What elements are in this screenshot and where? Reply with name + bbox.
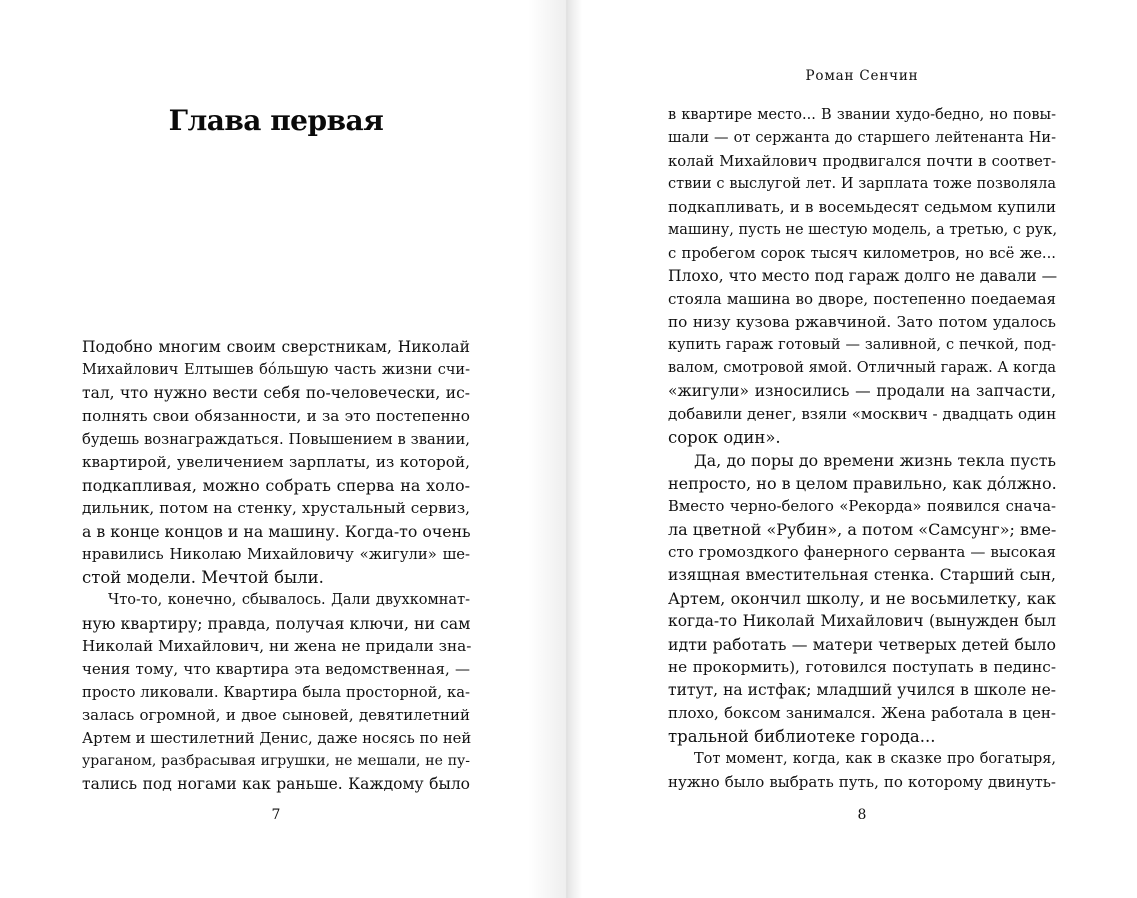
page-number: 7 bbox=[271, 807, 281, 823]
running-head-author: Роман Сенчин bbox=[805, 68, 919, 84]
text-line: нужно было выбрать путь, по которому двинуть- bbox=[668, 773, 1056, 791]
text-line: чения тому, что квартира эта ведомственная, — bbox=[82, 660, 470, 678]
text-line: подкапливать, и в восемьдесят седьмом купили bbox=[668, 198, 1056, 216]
text-line: по низу кузова ржавчиной. Зато потом удалось bbox=[668, 313, 1056, 331]
left-page bbox=[0, 0, 568, 898]
text-line: тральной библиотеке города... bbox=[668, 727, 936, 746]
text-line: титут, на истфак; младший учился в школе не- bbox=[668, 681, 1056, 699]
text-line: сорок один». bbox=[668, 428, 781, 447]
text-line: плохо, боксом занимался. Жена работала в цен- bbox=[668, 704, 1056, 722]
text-line: стояла машина во дворе, постепенно поедаемая bbox=[668, 290, 1056, 308]
text-line: шали — от сержанта до старшего лейтенанта Ни- bbox=[668, 130, 1056, 146]
text-line: ную квартиру; правда, получая ключи, ни сам bbox=[82, 614, 471, 633]
text-line: добавили денег, взяли «москвич - двадцать один bbox=[668, 405, 1057, 423]
text-line: просто ликовали. Квартира была просторной, ка- bbox=[82, 684, 470, 701]
text-line: колай Михайлович продвигался почти в соответ- bbox=[668, 153, 1056, 170]
text-line: подкапливая, можно собрать сперва на холо- bbox=[82, 476, 470, 495]
text-line: Артем и шестилетний Денис, даже носясь по ней bbox=[82, 730, 472, 747]
text-line: ствии с выслугой лет. И зарплата тоже позволяла bbox=[668, 176, 1056, 192]
text-line: Подобно многим своим сверстникам, Николай bbox=[82, 338, 470, 356]
text-line: валом, смотровой ямой. Отличный гараж. А когда bbox=[668, 360, 1056, 376]
text-line: «жигули» износились — продали на запчасти, bbox=[668, 382, 1056, 400]
gutter-shadow bbox=[568, 0, 582, 898]
text-line: Да, до поры до времени жизнь текла пусть bbox=[694, 451, 1056, 470]
text-line: в квартире место... В звании худо-бедно, но повы- bbox=[668, 107, 1056, 123]
text-line: будешь вознаграждаться. Повышением в звании, bbox=[82, 431, 470, 448]
text-line: квартирой, увеличением зарплаты, из которой, bbox=[82, 453, 470, 471]
text-line: Артем, окончил школу, и не восьмилетку, как bbox=[668, 589, 1056, 608]
text-line: дильник, потом на стенку, хрустальный сервиз, bbox=[82, 499, 470, 517]
text-line: сто громоздкого фанерного серванта — высокая bbox=[668, 543, 1056, 561]
text-line: идти работать — матери четверых детей было bbox=[668, 635, 1056, 654]
gutter-shadow bbox=[528, 0, 568, 898]
text-line: ла цветной «Рубин», а потом «Самсунг»; вме- bbox=[668, 520, 1057, 539]
text-line: нравились Николаю Михайловичу «жигули» ше- bbox=[82, 546, 470, 563]
text-line: Николай Михайлович, ни жена не придали зна- bbox=[82, 637, 472, 655]
text-line: залась огромной, и двое сыновей, девятилетний bbox=[82, 706, 470, 724]
text-line: тались под ногами как раньше. Каждому было bbox=[82, 775, 470, 793]
text-line: Что-то, конечно, сбывалось. Дали двухкомнат- bbox=[108, 592, 470, 608]
text-line: а в конце концов и на машину. Когда-то очень bbox=[82, 522, 471, 541]
text-line: машину, пусть не шестую модель, а третью, с рук, bbox=[668, 222, 1058, 238]
page-number: 8 bbox=[857, 807, 867, 823]
text-line: Михайлович Елтышев бóльшую часть жизни счи- bbox=[82, 362, 470, 378]
text-line: Вместо черно-белого «Рекорда» появился снача- bbox=[668, 498, 1056, 515]
text-line: купить гараж готовый — заливной, с печкой, под- bbox=[668, 337, 1056, 353]
text-line: не прокормить), готовился поступать в пединс- bbox=[668, 658, 1056, 676]
text-line: тал, что нужно вести себя по-человечески, ис- bbox=[82, 384, 470, 402]
chapter-title: Глава первая bbox=[168, 104, 384, 137]
text-line: Плохо, что место под гараж долго не давали — bbox=[668, 267, 1058, 285]
text-line: Тот момент, когда, как в сказке про богатыря, bbox=[694, 751, 1056, 767]
text-line: ураганом, разбрасывая игрушки, не мешали, не пу- bbox=[82, 753, 470, 769]
text-line: изящная вместительная стенка. Старший сын, bbox=[668, 566, 1056, 584]
text-line: когда-то Николай Михайлович (вынужден был bbox=[668, 612, 1056, 630]
text-line: стой модели. Мечтой были. bbox=[82, 568, 324, 587]
text-line: непросто, но в целом правильно, как дóлжно. bbox=[668, 474, 1057, 493]
text-line: с пробегом сорок тысяч километров, но всё же... bbox=[668, 245, 1056, 262]
text-line: полнять свои обязанности, и за это постепенно bbox=[82, 407, 470, 425]
right-page bbox=[568, 0, 1137, 898]
